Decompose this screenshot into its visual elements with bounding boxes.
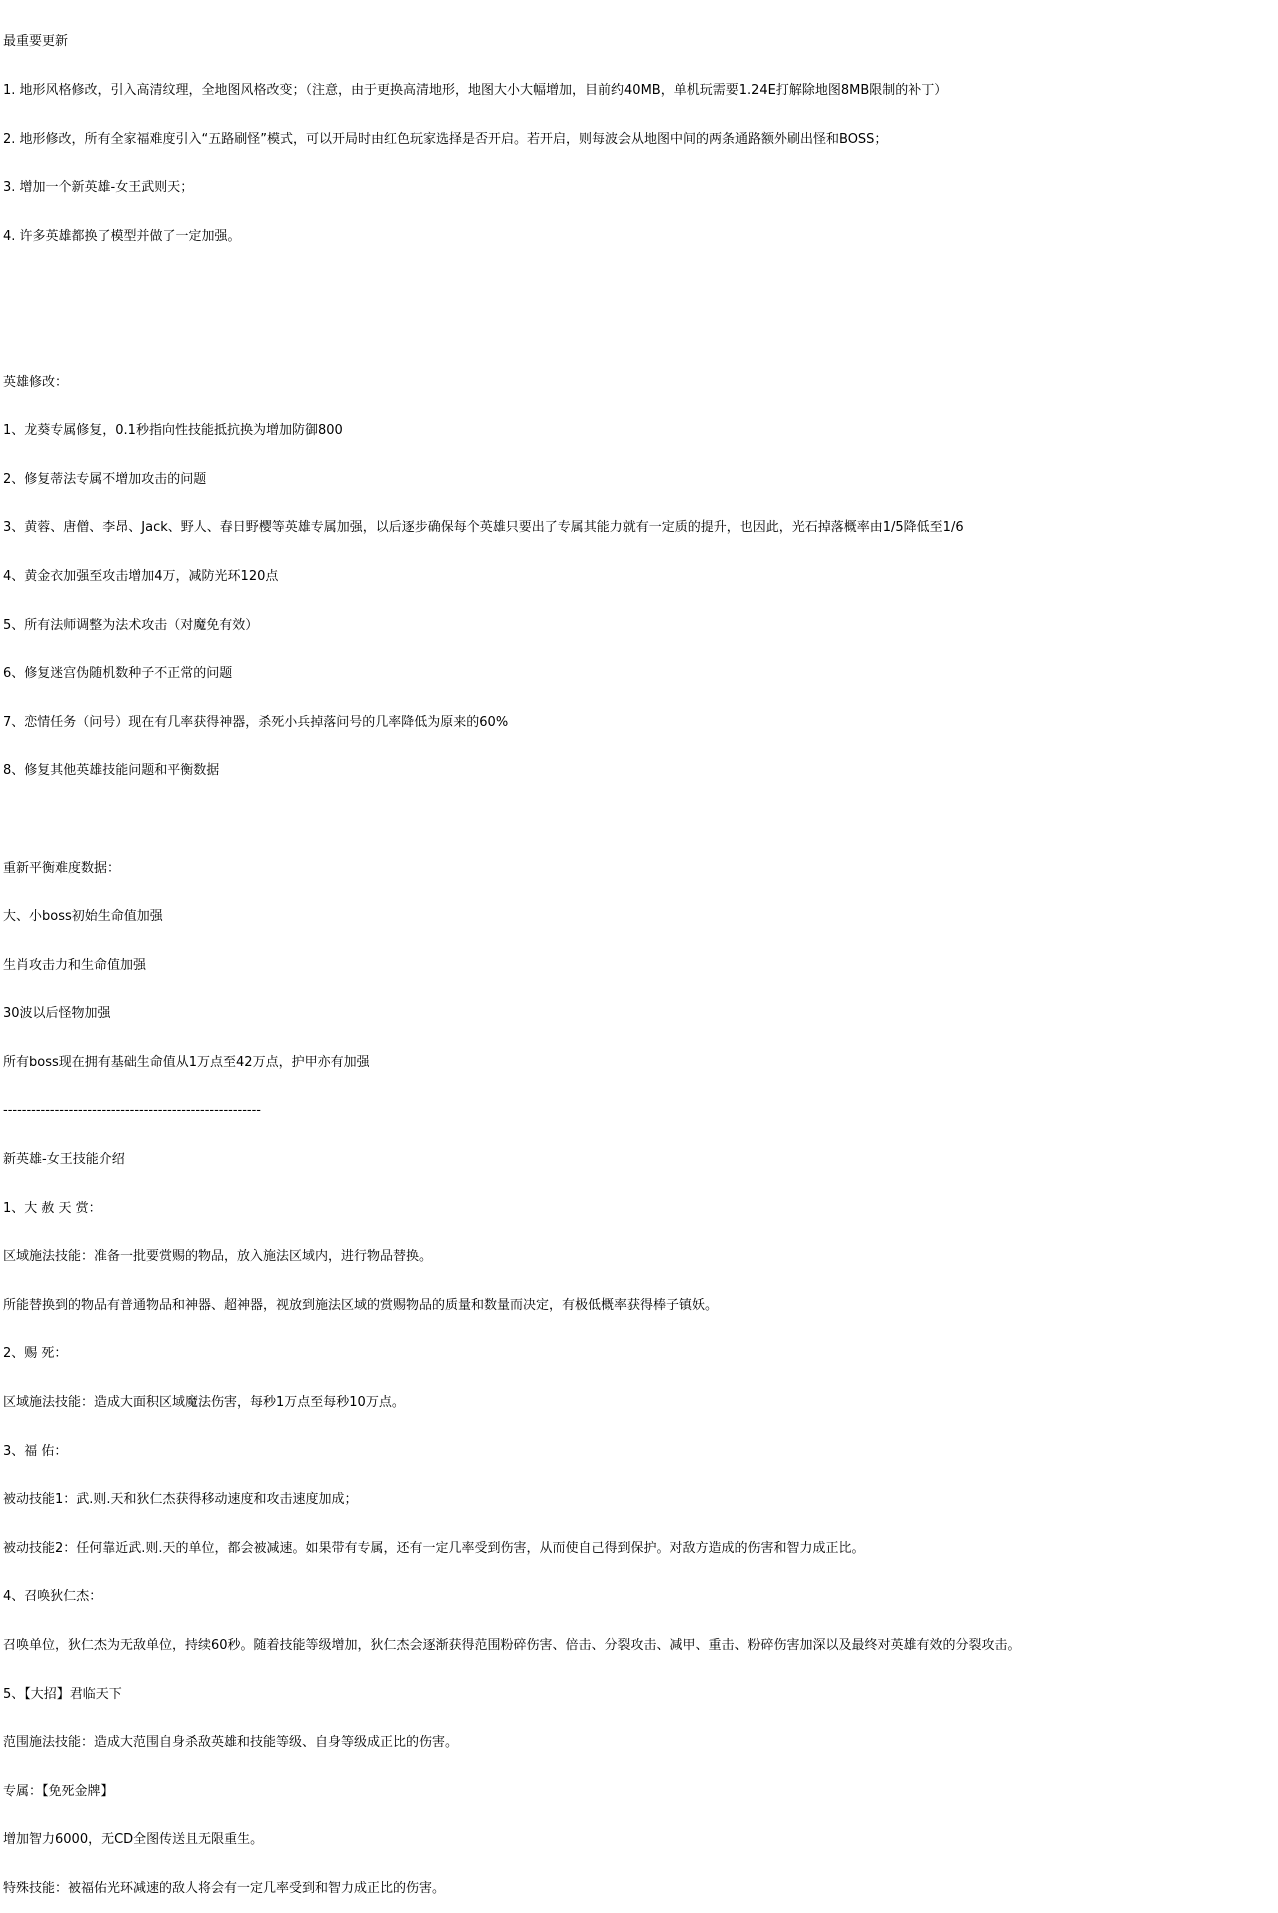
text-line: 7、恋情任务（问号）现在有几率获得神器，杀死小兵掉落问号的几率降低为原来的60% <box>3 714 509 730</box>
text-line: 专属：【免死金牌】 <box>3 1783 114 1799</box>
text-line: 被动技能1：武.则.天和狄仁杰获得移动速度和攻击速度加成； <box>3 1492 358 1508</box>
text-line: 区域施法技能：造成大面积区域魔法伤害，每秒1万点至每秒10万点。 <box>3 1395 405 1411</box>
text-line: 2、赐 死： <box>3 1346 68 1362</box>
text-line: 5、【大招】君临天下 <box>3 1686 122 1702</box>
divider-line: ------------------------------------------------------- <box>3 1103 262 1119</box>
text-line: 区域施法技能：准备一批要赏赐的物品，放入施法区域内，进行物品替换。 <box>3 1249 433 1265</box>
text-line: 3、黄蓉、唐僧、李昂、Jack、野人、春日野樱等英雄专属加强，以后逐步确保每个英雄只要出了专属其能力就有一定质的提升，也因此，光石掉落概率由1/5降低至1/6 <box>3 520 964 536</box>
text-line: 大、小boss初始生命值加强 <box>3 909 163 925</box>
blank-line <box>3 326 1278 342</box>
text-line: 1、大 赦 天 赏： <box>3 1200 102 1216</box>
section-heading-major-updates: 最重要更新 <box>3 34 69 50</box>
text-line: 范围施法技能：造成大范围自身杀敌英雄和技能等级、自身等级成正比的伤害。 <box>3 1735 459 1751</box>
text-line: 生肖攻击力和生命值加强 <box>3 957 147 973</box>
text-line: 2、修复蒂法专属不增加攻击的问题 <box>3 471 207 487</box>
section-heading-hero-changes: 英雄修改： <box>3 374 69 390</box>
text-line: 30波以后怪物加强 <box>3 1006 111 1022</box>
blank-line <box>3 812 1278 828</box>
text-line: 8、修复其他英雄技能问题和平衡数据 <box>3 763 220 779</box>
text-line: 6、修复迷宫伪随机数种子不正常的问题 <box>3 666 233 682</box>
section-heading-new-hero-skills: 新英雄-女王技能介绍 <box>3 1152 125 1168</box>
text-line: 4、召唤狄仁杰： <box>3 1589 103 1605</box>
blank-line <box>3 277 1278 293</box>
text-line: 2. 地形修改，所有全家福难度引入“五路刷怪”模式，可以开局时由红色玩家选择是否开启。若开启，则每波会从地图中间的两条通路额外刷出怪和BOSS； <box>3 131 888 147</box>
text-line: 所有boss现在拥有基础生命值从1万点至42万点，护甲亦有加强 <box>3 1054 370 1070</box>
text-line: 1. 地形风格修改，引入高清纹理，全地图风格改变；（注意，由于更换高清地形，地图大小大幅增加，目前约40MB，单机玩需要1.24E打解除地图8MB限制的补丁） <box>3 83 948 98</box>
text-line: 被动技能2：任何靠近武.则.天的单位，都会被减速。如果带有专属，还有一定几率受到伤害，从而使自己得到保护。对敌方造成的伤害和智力成正比。 <box>3 1540 865 1556</box>
text-line: 4、黄金衣加强至攻击增加4万，减防光环120点 <box>3 568 279 584</box>
text-line: 5、所有法师调整为法术攻击（对魔免有效） <box>3 617 259 633</box>
text-line: 所能替换到的物品有普通物品和神器、超神器，视放到施法区域的赏赐物品的质量和数量而决定，有极低概率获得棒子镇妖。 <box>3 1297 719 1313</box>
text-line: 特殊技能：被福佑光环减速的敌人将会有一定几率受到和智力成正比的伤害。 <box>3 1880 446 1896</box>
section-heading-difficulty-rebalance: 重新平衡难度数据： <box>3 860 121 876</box>
text-line: 4. 许多英雄都换了模型并做了一定加强。 <box>3 228 241 244</box>
text-line: 3、福 佑： <box>3 1443 68 1459</box>
text-line: 1、龙葵专属修复，0.1秒指向性技能抵抗换为增加防御800 <box>3 423 343 439</box>
text-line: 增加智力6000，无CD全图传送且无限重生。 <box>3 1832 264 1848</box>
text-line: 3. 增加一个新英雄-女王武则天； <box>3 180 194 196</box>
text-line: 召唤单位，狄仁杰为无敌单位，持续60秒。随着技能等级增加，狄仁杰会逐渐获得范围粉碎伤害、倍击、分裂攻击、减甲、重击、粉碎伤害加深以及最终对英雄有效的分裂攻击。 <box>3 1638 1021 1653</box>
